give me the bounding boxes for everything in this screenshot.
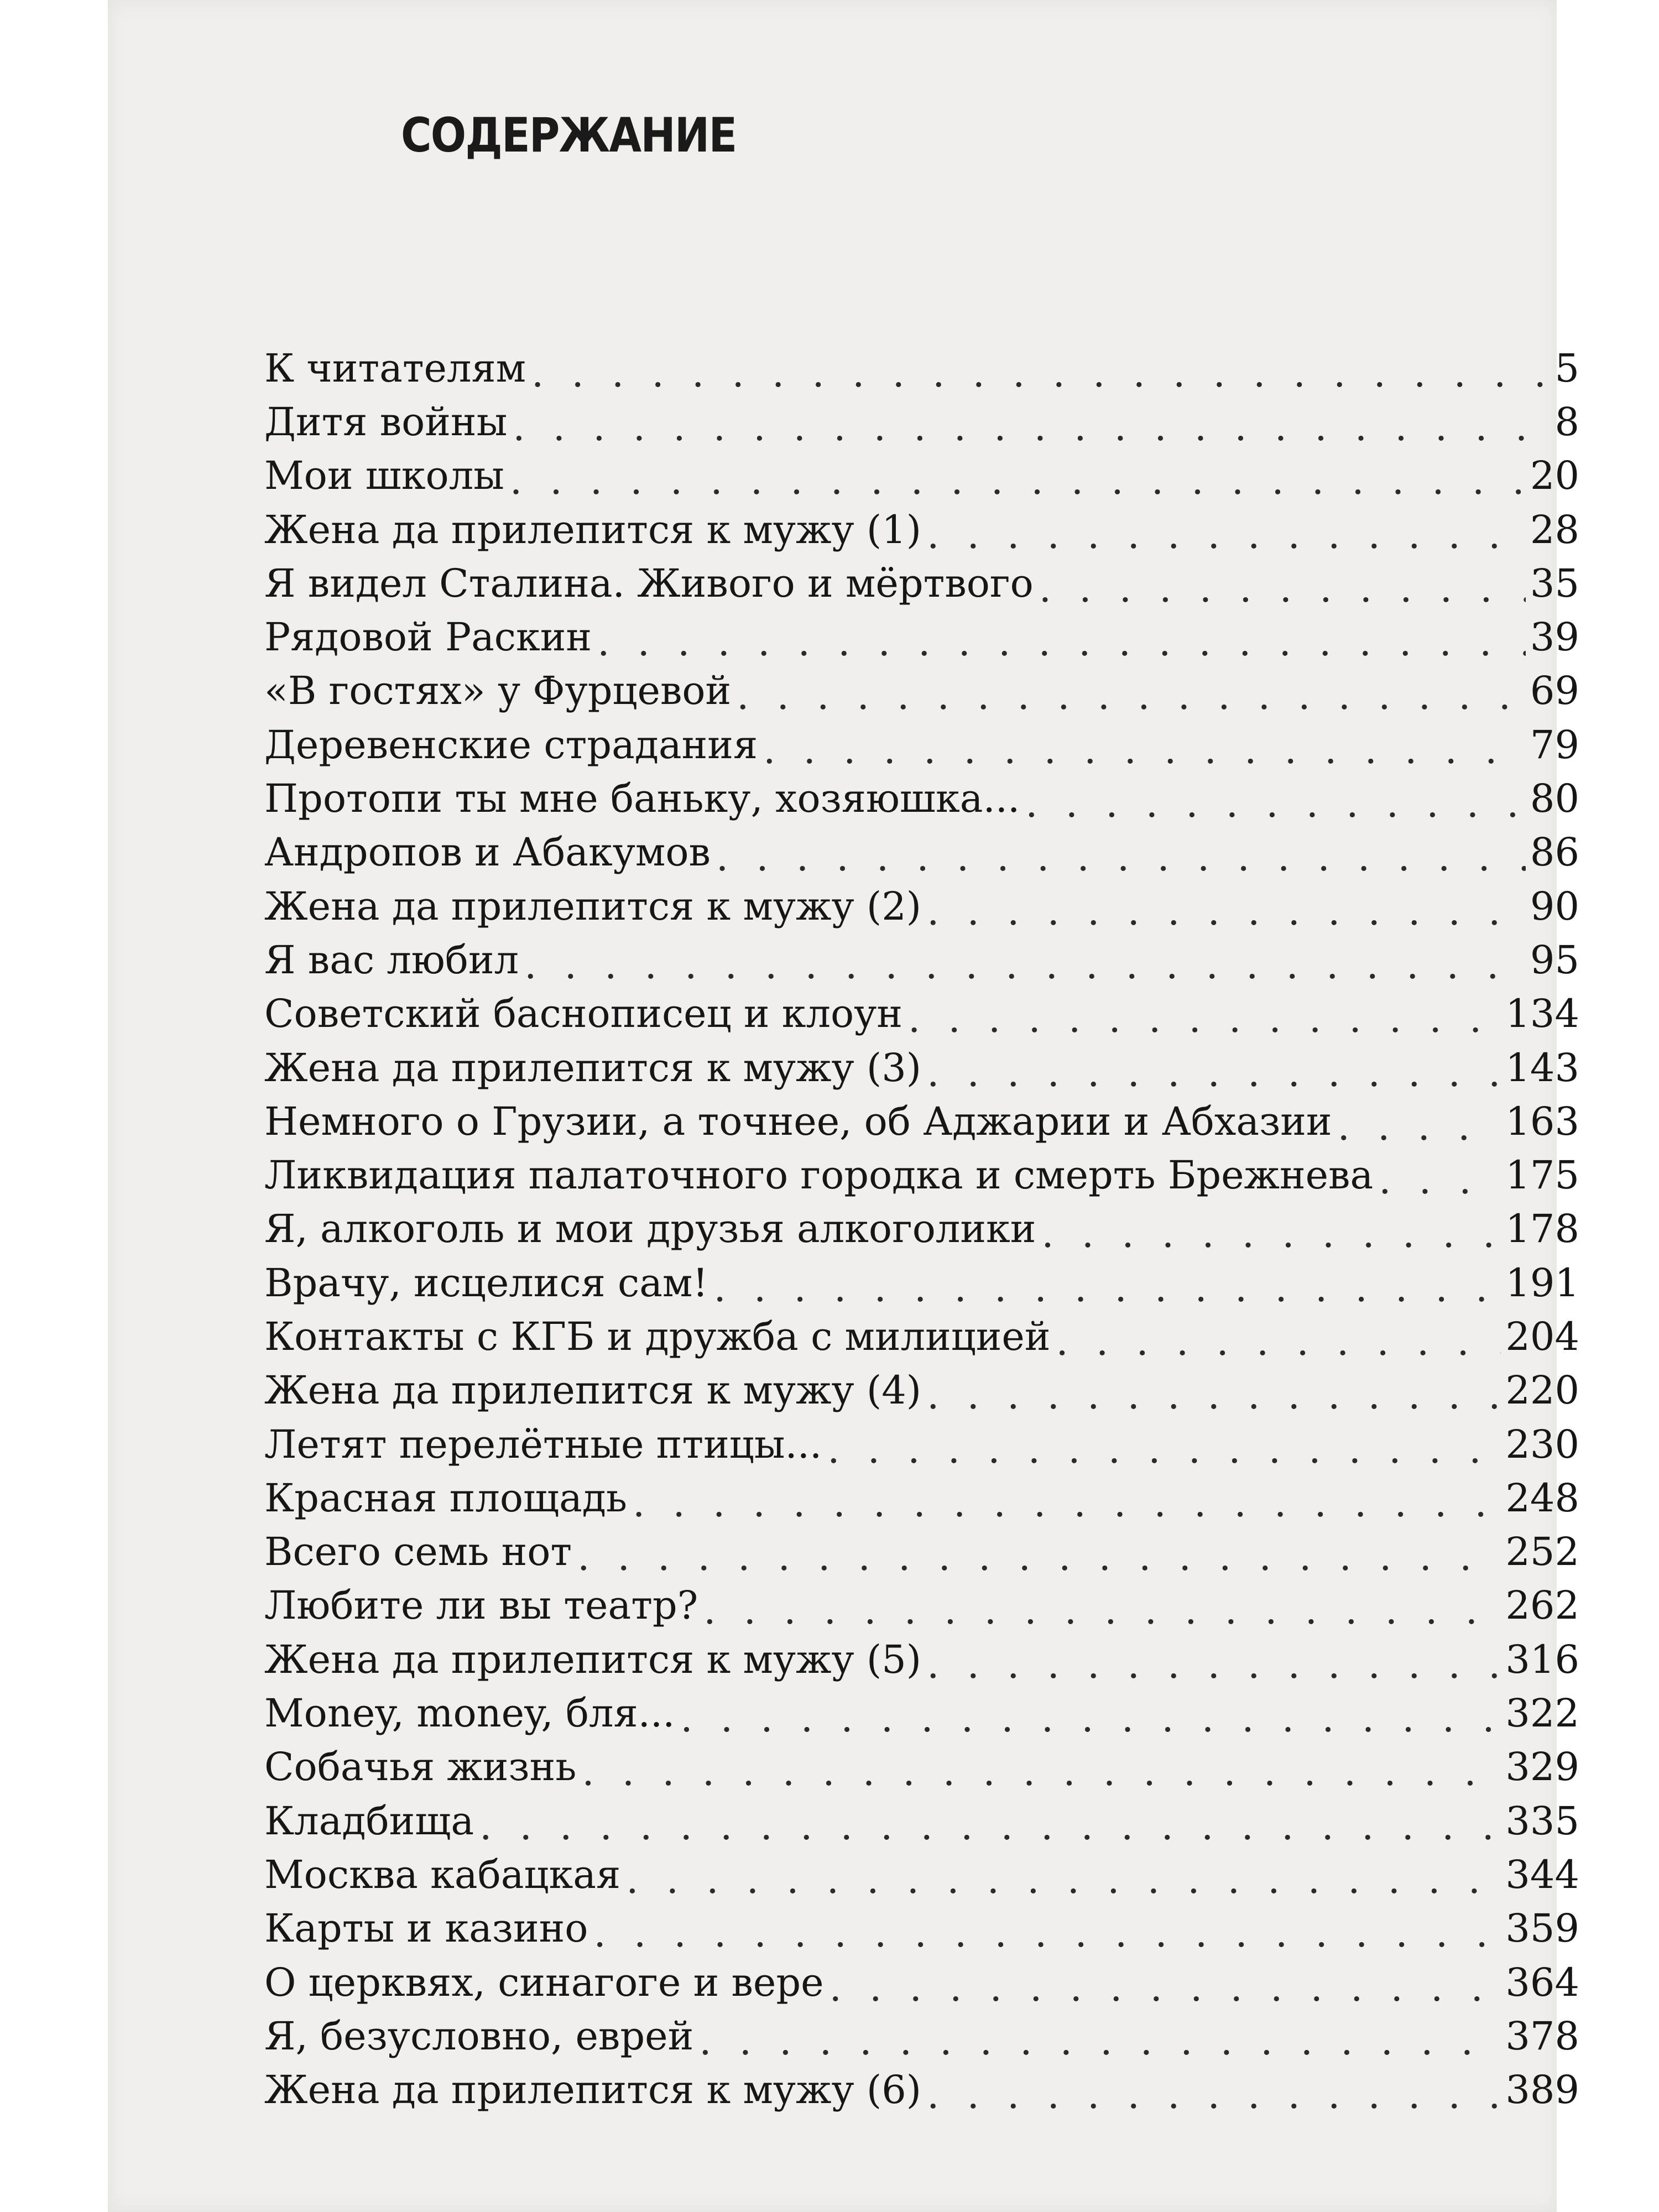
contents-entry — [264, 1740, 1579, 1794]
entry-page-number: 79 — [1530, 722, 1579, 768]
entry-title: Протопи ты мне баньку, хозяюшка... — [264, 776, 1020, 822]
dot-leader — [927, 1053, 1501, 1092]
dot-leader — [827, 1430, 1501, 1469]
entry-title: Жена да прилепится к мужу (5) — [264, 1636, 922, 1682]
contents-entry — [264, 1310, 1579, 1363]
contents-entry — [264, 610, 1579, 664]
entry-title: Всего семь нот — [264, 1529, 572, 1575]
entry-page-number: 316 — [1505, 1636, 1579, 1682]
contents-entry — [264, 1525, 1579, 1579]
contents-entry — [264, 1094, 1579, 1148]
dot-leader — [908, 999, 1501, 1038]
entry-title: Летят перелётные птицы... — [264, 1421, 822, 1467]
dot-leader — [716, 838, 1526, 877]
contents-entry — [264, 933, 1579, 987]
entry-page-number: 80 — [1530, 776, 1579, 822]
entry-page-number: 344 — [1505, 1851, 1579, 1897]
contents-entry — [264, 1902, 1579, 1955]
entry-title: Красная площадь — [264, 1475, 628, 1521]
contents-entry — [264, 2009, 1579, 2063]
entry-page-number: 204 — [1505, 1313, 1579, 1359]
entry-title: Врачу, исцелися сам! — [264, 1260, 708, 1306]
entry-page-number: 329 — [1505, 1744, 1579, 1790]
dot-leader — [737, 676, 1526, 715]
entry-title: Кладбища — [264, 1798, 474, 1844]
entry-page-number: 178 — [1505, 1206, 1579, 1252]
entry-title: Москва кабацкая — [264, 1851, 621, 1897]
dot-leader — [927, 1376, 1501, 1415]
contents-entry — [264, 1579, 1579, 1632]
dot-leader — [927, 2075, 1501, 2114]
dot-leader — [1025, 784, 1526, 823]
entry-page-number: 322 — [1505, 1691, 1579, 1736]
contents-entry — [264, 1148, 1579, 1202]
entry-title: Жена да прилепится к мужу (3) — [264, 1045, 922, 1091]
entry-title: К читателям — [264, 345, 526, 391]
entry-page-number: 95 — [1530, 937, 1579, 983]
book-page — [108, 0, 1579, 2212]
dot-leader — [531, 354, 1550, 393]
entry-page-number: 86 — [1530, 830, 1579, 875]
contents-entry — [264, 1686, 1579, 1740]
contents-entry — [264, 341, 1579, 395]
contents-heading: СОДЕРЖАНИЕ — [401, 108, 737, 163]
contents-entry — [264, 449, 1579, 503]
contents-entry — [264, 1364, 1579, 1417]
contents-entry — [264, 2063, 1579, 2117]
entry-title: Деревенские страдания — [264, 722, 758, 768]
entry-title: Рядовой Раскин — [264, 614, 592, 660]
entry-page-number: 134 — [1505, 991, 1579, 1037]
entry-page-number: 28 — [1530, 507, 1579, 552]
dot-leader — [927, 1645, 1501, 1684]
dot-leader — [513, 408, 1550, 446]
dot-leader — [582, 1752, 1501, 1791]
entry-title: Жена да прилепится к мужу (4) — [264, 1368, 922, 1413]
dot-leader — [1056, 1322, 1501, 1361]
entry-title: Карты и казино — [264, 1906, 588, 1952]
contents-entry — [264, 503, 1579, 556]
contents-entry — [264, 879, 1579, 933]
contents-entry — [264, 1417, 1579, 1471]
entry-page-number: 389 — [1505, 2067, 1579, 2113]
entry-title: Я, алкоголь и мои друзья алкоголики — [264, 1206, 1036, 1252]
dot-leader — [479, 1807, 1501, 1845]
dot-leader — [510, 461, 1526, 500]
entry-page-number: 335 — [1505, 1798, 1579, 1844]
entry-page-number: 163 — [1505, 1098, 1579, 1144]
contents-entry — [264, 1632, 1579, 1686]
contents-entry — [264, 395, 1579, 448]
dot-leader — [524, 946, 1526, 984]
contents-entry — [264, 1471, 1579, 1525]
dot-leader — [1041, 1214, 1501, 1253]
dot-leader — [633, 1484, 1501, 1522]
entry-title: Советский баснописец и клоун — [264, 991, 902, 1037]
contents-entry — [264, 1256, 1579, 1310]
dot-leader — [699, 2022, 1501, 2060]
contents-entry — [264, 1794, 1579, 1848]
entry-page-number: 378 — [1505, 2013, 1579, 2059]
entry-title: Я видел Сталина. Живого и мёртвого — [264, 560, 1034, 606]
contents-entry — [264, 556, 1579, 610]
entry-page-number: 248 — [1505, 1475, 1579, 1521]
entry-page-number: 262 — [1505, 1583, 1579, 1629]
contents-entry — [264, 826, 1579, 879]
entry-title: Жена да прилепится к мужу (6) — [264, 2067, 922, 2113]
entry-title: Немного о Грузии, а точнее, об Аджарии и Абхазии — [264, 1098, 1332, 1144]
contents-entry — [264, 1848, 1579, 1901]
dot-leader — [927, 892, 1526, 931]
dot-leader — [597, 623, 1526, 661]
entry-title: Мои школы — [264, 453, 504, 499]
dot-leader — [714, 1269, 1501, 1307]
entry-title: Я вас любил — [264, 937, 519, 983]
dot-leader — [626, 1860, 1501, 1899]
contents-list — [264, 341, 1579, 2117]
contents-entry — [264, 1202, 1579, 1256]
contents-entry — [264, 771, 1579, 825]
entry-page-number: 230 — [1505, 1421, 1579, 1467]
entry-page-number: 252 — [1505, 1529, 1579, 1575]
dot-leader — [703, 1591, 1501, 1630]
entry-page-number: 191 — [1505, 1260, 1579, 1306]
dot-leader — [680, 1699, 1501, 1738]
entry-page-number: 5 — [1554, 345, 1579, 391]
entry-title: Жена да прилепится к мужу (2) — [264, 883, 922, 929]
entry-page-number: 8 — [1554, 399, 1579, 445]
entry-page-number: 175 — [1505, 1152, 1579, 1198]
entry-title: Ликвидация палаточного городка и смерть Брежнева — [264, 1152, 1374, 1198]
entry-title: Money, money, бля... — [264, 1691, 675, 1736]
dot-leader — [577, 1537, 1501, 1576]
contents-entry — [264, 718, 1579, 771]
dot-leader — [763, 731, 1526, 769]
entry-page-number: 359 — [1505, 1906, 1579, 1952]
dot-leader — [593, 1914, 1501, 1953]
entry-title: Жена да прилепится к мужу (1) — [264, 507, 922, 552]
entry-page-number: 20 — [1530, 453, 1579, 499]
contents-entry — [264, 664, 1579, 718]
entry-page-number: 39 — [1530, 614, 1579, 660]
dot-leader — [927, 515, 1526, 554]
entry-title: Я, безусловно, еврей — [264, 2013, 694, 2059]
dot-leader — [1379, 1161, 1501, 1199]
entry-page-number: 143 — [1505, 1045, 1579, 1091]
entry-title: О церквях, синагоге и вере — [264, 1959, 824, 2005]
entry-page-number: 69 — [1530, 668, 1579, 714]
entry-page-number: 364 — [1505, 1959, 1579, 2005]
entry-page-number: 220 — [1505, 1368, 1579, 1413]
dot-leader — [830, 1968, 1501, 2007]
dot-leader — [1338, 1107, 1501, 1146]
entry-page-number: 90 — [1530, 883, 1579, 929]
contents-entry — [264, 1955, 1579, 2009]
contents-entry — [264, 1041, 1579, 1094]
entry-title: Андропов и Абакумов — [264, 830, 711, 875]
entry-title: Дитя войны — [264, 399, 508, 445]
entry-title: «В гостях» у Фурцевой — [264, 668, 732, 714]
entry-title: Контакты с КГБ и дружба с милицией — [264, 1313, 1051, 1359]
dot-leader — [1039, 569, 1526, 608]
contents-entry — [264, 987, 1579, 1041]
entry-title: Любите ли вы театр? — [264, 1583, 698, 1629]
entry-page-number: 35 — [1530, 560, 1579, 606]
entry-title: Собачья жизнь — [264, 1744, 577, 1790]
